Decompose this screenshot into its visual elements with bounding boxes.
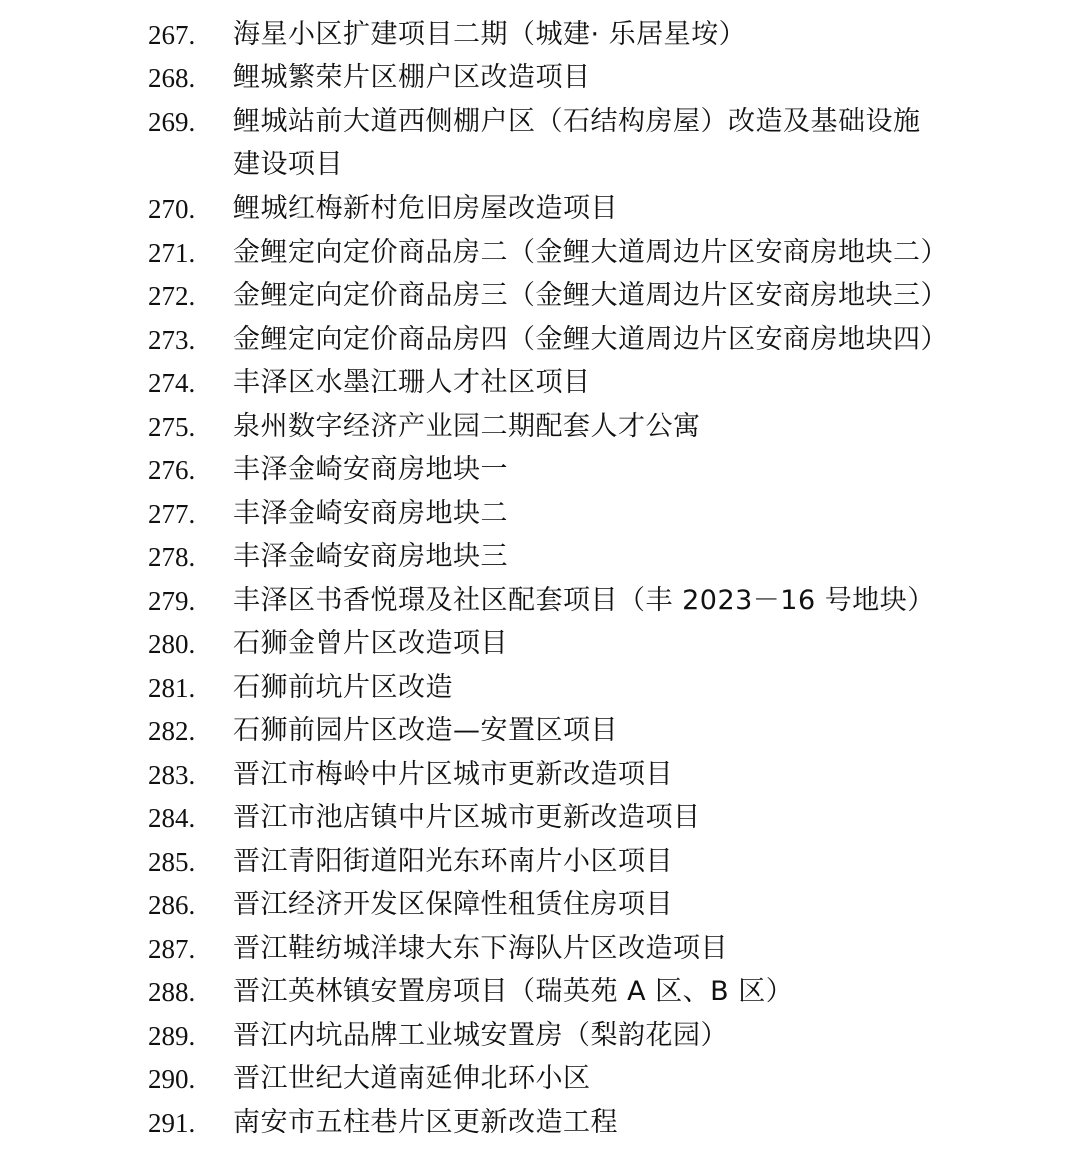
item-number: 277.	[148, 499, 196, 529]
item-text: 鲤城站前大道西侧棚户区（石结构房屋）改造及基础设施建设项目	[233, 106, 921, 180]
list-item	[0, 1105, 1080, 1149]
list-item	[0, 1018, 1080, 1062]
list-item	[0, 626, 1080, 670]
item-text: 丰泽区水墨江珊人才社区项目	[233, 367, 591, 398]
item-number: 290.	[148, 1064, 196, 1094]
item-number: 274.	[148, 368, 196, 398]
list-item	[0, 539, 1080, 583]
list-item	[0, 844, 1080, 888]
item-number: 272.	[148, 281, 196, 311]
list-item	[0, 583, 1080, 627]
list-item	[0, 322, 1080, 366]
list-item	[0, 365, 1080, 409]
item-text: 晋江世纪大道南延伸北环小区	[233, 1063, 591, 1094]
item-text: 南安市五柱巷片区更新改造工程	[233, 1107, 618, 1138]
item-text: 丰泽金崎安商房地块三	[233, 541, 508, 572]
list-item	[0, 191, 1080, 235]
item-number: 271.	[148, 238, 196, 268]
item-text: 晋江青阳街道阳光东环南片小区项目	[233, 846, 673, 877]
item-text: 海星小区扩建项目二期（城建· 乐居星垵）	[233, 19, 747, 50]
list-item	[0, 713, 1080, 757]
item-number: 289.	[148, 1021, 196, 1051]
item-number: 287.	[148, 934, 196, 964]
item-text: 晋江鞋纺城洋埭大东下海队片区改造项目	[233, 933, 728, 964]
item-text: 晋江市池店镇中片区城市更新改造项目	[233, 802, 701, 833]
item-text: 泉州数字经济产业园二期配套人才公寓	[233, 411, 701, 442]
item-number: 285.	[148, 847, 196, 877]
item-number: 273.	[148, 325, 196, 355]
list-item	[0, 235, 1080, 279]
list-item	[0, 104, 1080, 180]
list-item	[0, 1061, 1080, 1105]
item-number: 279.	[148, 586, 196, 616]
item-number: 286.	[148, 890, 196, 920]
item-text: 丰泽金崎安商房地块二	[233, 498, 508, 529]
item-number: 268.	[148, 63, 196, 93]
item-text: 石狮金曾片区改造项目	[233, 628, 508, 659]
item-text: 丰泽区书香悦璟及社区配套项目（丰 2023－16 号地块）	[233, 585, 935, 616]
item-text: 石狮前园片区改造—安置区项目	[233, 715, 618, 746]
item-text: 鲤城红梅新村危旧房屋改造项目	[233, 193, 618, 224]
list-item	[0, 17, 1080, 61]
item-number: 284.	[148, 803, 196, 833]
item-text: 丰泽金崎安商房地块一	[233, 454, 508, 485]
item-number: 275.	[148, 412, 196, 442]
item-number: 280.	[148, 629, 196, 659]
item-text: 晋江内坑品牌工业城安置房（梨韵花园）	[233, 1020, 728, 1051]
item-number: 281.	[148, 673, 196, 703]
item-number: 269.	[148, 107, 196, 137]
list-item	[0, 757, 1080, 801]
list-item	[0, 974, 1080, 1018]
item-text: 晋江市梅岭中片区城市更新改造项目	[233, 759, 673, 790]
item-text: 金鲤定向定价商品房四（金鲤大道周边片区安商房地块四）	[233, 324, 948, 355]
item-number: 278.	[148, 542, 196, 572]
item-text: 鲤城繁荣片区棚户区改造项目	[233, 62, 591, 93]
list-item	[0, 409, 1080, 453]
list-item	[0, 278, 1080, 322]
item-number: 276.	[148, 455, 196, 485]
item-text: 金鲤定向定价商品房三（金鲤大道周边片区安商房地块三）	[233, 280, 948, 311]
item-text: 晋江经济开发区保障性租赁住房项目	[233, 889, 673, 920]
item-number: 283.	[148, 760, 196, 790]
item-text: 石狮前坑片区改造	[233, 672, 453, 703]
item-number: 288.	[148, 977, 196, 1007]
list-item	[0, 670, 1080, 714]
list-item	[0, 887, 1080, 931]
list-item	[0, 452, 1080, 496]
item-number: 282.	[148, 716, 196, 746]
list-item	[0, 931, 1080, 975]
item-number: 270.	[148, 194, 196, 224]
list-item	[0, 496, 1080, 540]
item-number: 291.	[148, 1108, 196, 1138]
list-item	[0, 800, 1080, 844]
item-text: 金鲤定向定价商品房二（金鲤大道周边片区安商房地块二）	[233, 237, 948, 268]
list-item	[0, 60, 1080, 104]
item-text: 晋江英林镇安置房项目（瑞英苑 A 区、B 区）	[233, 976, 794, 1007]
item-number: 267.	[148, 20, 196, 50]
